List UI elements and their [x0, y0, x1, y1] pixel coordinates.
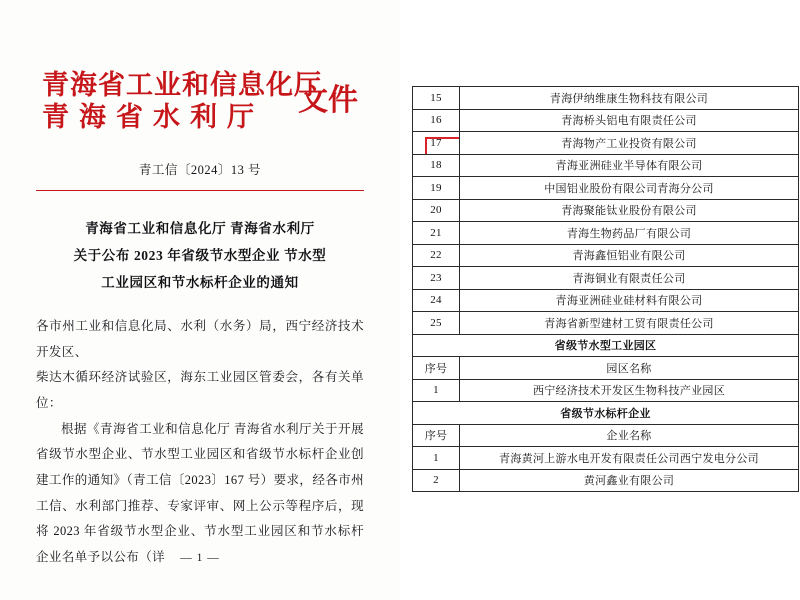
- row-index: 24: [413, 289, 460, 312]
- row-name: 中国铝业股份有限公司青海分公司: [460, 177, 799, 200]
- row-name: 青海物产工业投资有限公司: [460, 132, 799, 155]
- table-row: [413, 154, 799, 177]
- body-line-1: 各市州工业和信息化局、水利（水务）局，西宁经济技术开发区、: [36, 319, 364, 359]
- enterprise-list-table: [412, 86, 799, 492]
- row-index: 16: [413, 109, 460, 132]
- page-number: — 1 —: [180, 552, 220, 564]
- table-row: [413, 87, 799, 110]
- row-name: 青海亚洲硅业半导体有限公司: [460, 154, 799, 177]
- section-title-park: 省级节水型工业园区: [413, 334, 799, 357]
- table-body: [413, 87, 799, 492]
- column-header-park: [413, 357, 799, 380]
- row-name: 黄河鑫业有限公司: [460, 469, 799, 492]
- row-index: 22: [413, 244, 460, 267]
- table-row: [413, 109, 799, 132]
- table-row: [413, 379, 799, 402]
- row-name: 青海鑫恒铝业有限公司: [460, 244, 799, 267]
- document-title-line-3: 工业园区和节水标杆企业的通知: [101, 275, 299, 291]
- document-body: [36, 314, 364, 570]
- body-paragraph-main: 根据《青海省工业和信息化厅 青海省水利厅关于开展省级节水型企业、节水型工业园区和省级节水标杆企业创建工作的通知》（青工信〔2023〕167 号）要求，经各市州工信、水利部门推荐、专家评审、网上公示等程序后，现将 2023 年省级节水型企业、节水型工业园区和节水标杆企业名单予以公布（详: [36, 421, 364, 564]
- row-index: 20: [413, 199, 460, 222]
- row-index: 1: [413, 379, 460, 402]
- table-row: [413, 267, 799, 290]
- row-name: 西宁经济技术开发区生物科技产业园区: [460, 379, 799, 402]
- row-name: 青海桥头铝电有限责任公司: [460, 109, 799, 132]
- red-divider-rule: [36, 190, 364, 192]
- column-header-index: 序号: [413, 424, 460, 447]
- table-row: [413, 312, 799, 335]
- row-index: 17: [413, 132, 460, 155]
- row-index: 21: [413, 222, 460, 245]
- row-index: 1: [413, 447, 460, 470]
- table-row: [413, 199, 799, 222]
- masthead-wenjian-label: 文件: [298, 84, 358, 117]
- row-index: 2: [413, 469, 460, 492]
- row-name: 青海伊纳维康生物科技有限公司: [460, 87, 799, 110]
- row-name: 青海省新型建材工贸有限责任公司: [460, 312, 799, 335]
- row-name: 青海聚能钛业股份有限公司: [460, 199, 799, 222]
- section-header-benchmark: [413, 402, 799, 425]
- table-row: [413, 177, 799, 200]
- masthead: [36, 70, 364, 134]
- row-name: 青海铜业有限责任公司: [460, 267, 799, 290]
- masthead-line-1: 青海省工业和信息化厅: [42, 70, 322, 100]
- row-index: 19: [413, 177, 460, 200]
- column-header-benchmark: [413, 424, 799, 447]
- row-name: 青海亚洲硅业硅材料有限公司: [460, 289, 799, 312]
- row-name: 青海生物药品厂有限公司: [460, 222, 799, 245]
- masthead-line-2: 青海省水利厅: [42, 101, 264, 132]
- document-page-right: [400, 0, 800, 600]
- table-row: [413, 469, 799, 492]
- table-row-highlighted: [413, 132, 799, 155]
- document-title-line-1: 青海省工业和信息化厅 青海省水利厅: [85, 221, 315, 237]
- section-title-benchmark: 省级节水标杆企业: [413, 402, 799, 425]
- document-title: [36, 215, 364, 296]
- section-header-park: [413, 334, 799, 357]
- row-name: 青海黄河上游水电开发有限责任公司西宁发电分公司: [460, 447, 799, 470]
- table-row: [413, 244, 799, 267]
- body-line-2: 柴达木循环经济试验区，海东工业园区管委会，各有关单位：: [36, 370, 364, 411]
- table-row: [413, 222, 799, 245]
- column-header-name: 园区名称: [460, 357, 799, 380]
- row-index: 23: [413, 267, 460, 290]
- row-index: 18: [413, 154, 460, 177]
- row-index: 25: [413, 312, 460, 335]
- document-number: 青工信〔2024〕13 号: [138, 162, 262, 177]
- highlight-box: [425, 137, 460, 154]
- table-row: [413, 289, 799, 312]
- document-title-line-2: 关于公布 2023 年省级节水型企业 节水型: [73, 248, 327, 264]
- row-index: 15: [413, 87, 460, 110]
- column-header-index: 序号: [413, 357, 460, 380]
- table-row: [413, 447, 799, 470]
- column-header-name: 企业名称: [460, 424, 799, 447]
